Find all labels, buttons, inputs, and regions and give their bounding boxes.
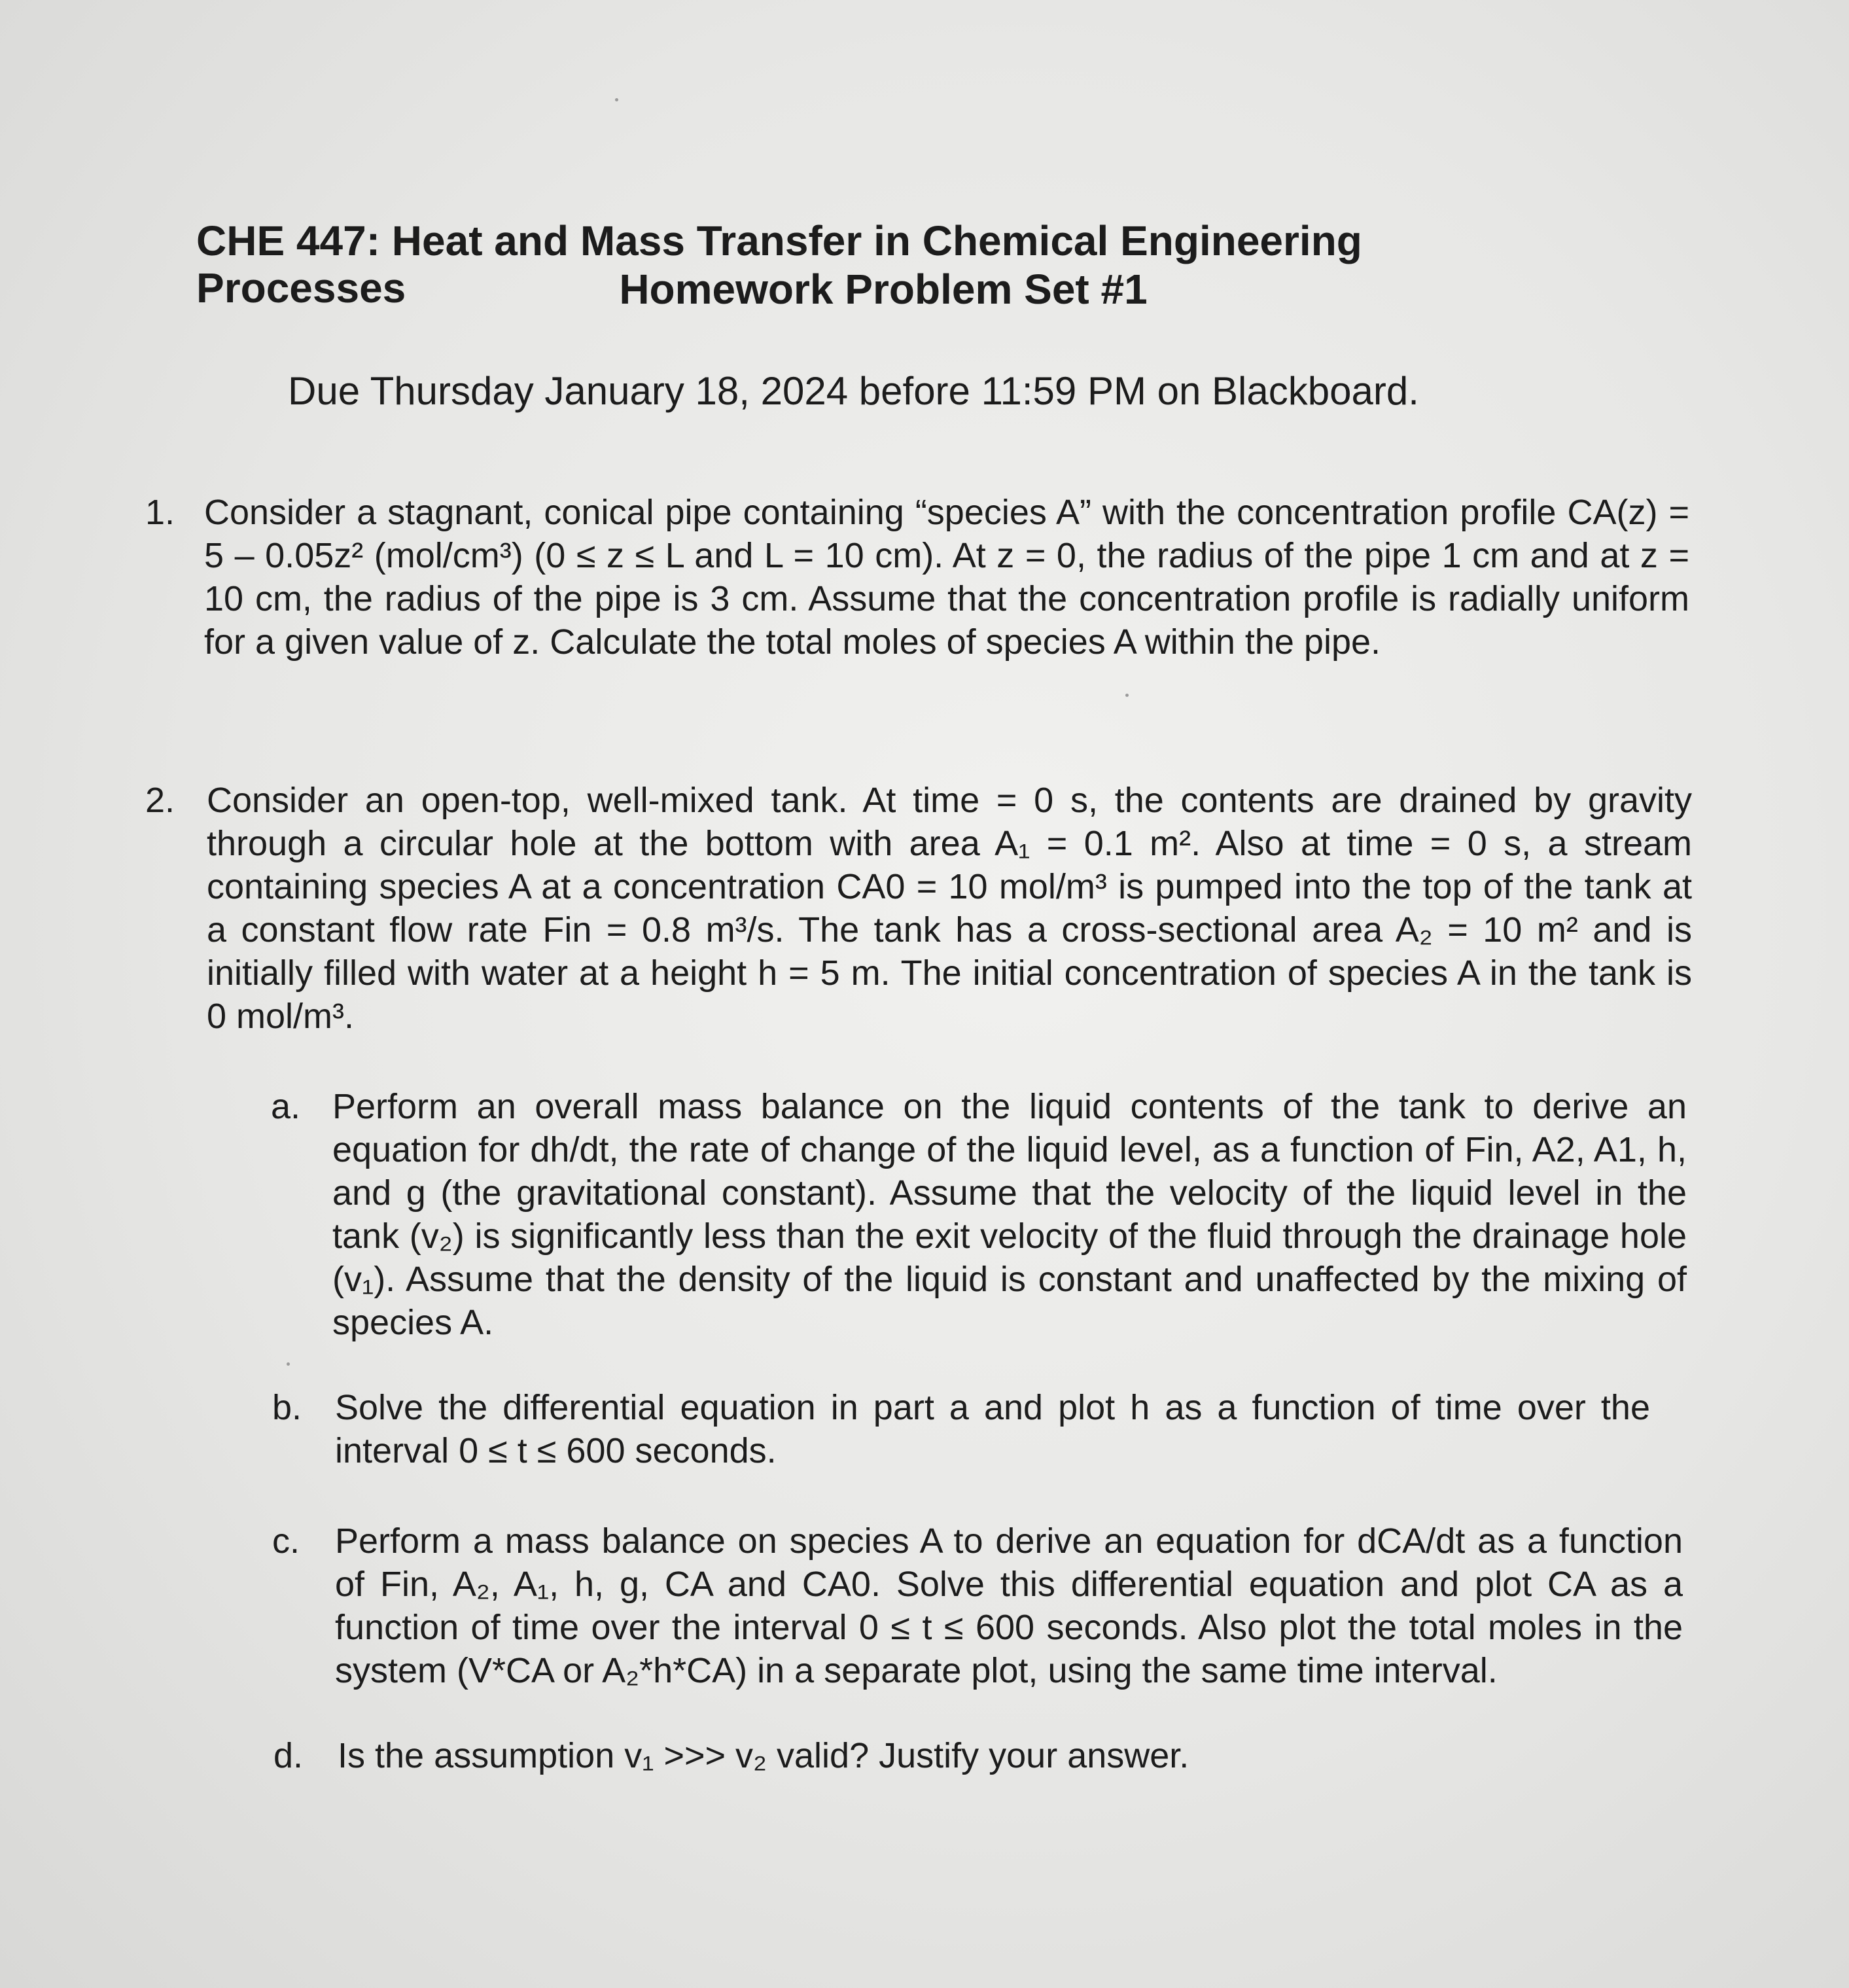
part-a-text: Perform an overall mass balance on the liquid contents of the tank to derive an equation for dh/dt, the rate of change of the liquid level, as a function of Fin, A2, A1, h, and g (the gravitational constant). Assume that the velocity of the liquid level in the tank (v₂) is significantly less than the exit velocity of the fluid through the drainage hole (v₁). Assume that the density of the liquid is constant and unaffected by the mixing of species A. — [332, 1087, 1687, 1342]
part-b-label: b. — [272, 1388, 302, 1427]
problem-1-text: Consider a stagnant, conical pipe containing “species A” with the concentration profile CA(z) = 5 – 0.05z² (mol/cm³) (0 ≤ z ≤ L and L = 10 cm). At z = 0, the radius of the pipe 1 cm and at z = 10 cm, the radius of the pipe is 3 cm. Assume that the concentration profile is radially uniform for a given value of z. Calculate the total moles of species A within the pipe. — [204, 493, 1689, 662]
problem-set-title: Homework Problem Set #1 — [619, 266, 1148, 313]
problem-1-number: 1. — [145, 493, 175, 532]
part-a-label: a. — [271, 1087, 301, 1126]
course-title: CHE 447: Heat and Mass Transfer in Chemical Engineering Processes — [196, 217, 1362, 311]
paper-speck — [287, 1362, 290, 1366]
due-date-line: Due Thursday January 18, 2024 before 11:59 PM on Blackboard. — [288, 369, 1419, 413]
part-b-text: Solve the differential equation in part a and plot h as a function of time over the interval 0 ≤ t ≤ 600 seconds. — [335, 1388, 1650, 1470]
problem-2-number: 2. — [145, 781, 175, 820]
part-d-text: Is the assumption v₁ >>> v₂ valid? Justify your answer. — [338, 1736, 1189, 1775]
paper-speck — [615, 98, 618, 101]
paper-speck — [1125, 694, 1129, 697]
part-c-label: c. — [272, 1521, 300, 1561]
problem-2-text: Consider an open-top, well-mixed tank. At time = 0 s, the contents are drained by gravity through a circular hole at the bottom with area A₁ = 0.1 m². Also at time = 0 s, a stream containing species A at a concentration CA0 = 10 mol/m³ is pumped into the top of the tank at a constant flow rate Fin = 0.8 m³/s. The tank has a cross-sectional area A₂ = 10 m² and is initially filled with water at a height h = 5 m. The initial concentration of species A in the tank is 0 mol/m³. — [207, 781, 1692, 1036]
part-c-text: Perform a mass balance on species A to derive an equation for dCA/dt as a function of Fin, A₂, A₁, h, g, CA and CA0. Solve this differential equation and plot CA as a function of time over the interval 0 ≤ t ≤ 600 seconds. Also plot the total moles in the system (V*CA or A₂*h*CA) in a separate plot, using the same time interval. — [335, 1521, 1683, 1690]
part-d-label: d. — [273, 1736, 304, 1775]
